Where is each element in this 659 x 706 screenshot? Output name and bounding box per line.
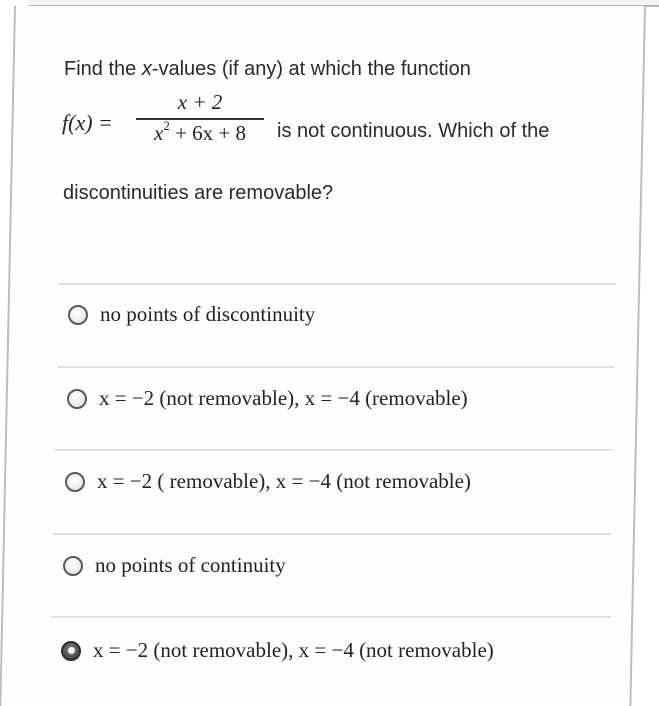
option-label: x = −2 ( removable), x = −4 (not removable) xyxy=(97,469,471,493)
radio-unchecked-icon[interactable] xyxy=(67,389,87,409)
divider xyxy=(55,449,613,451)
radio-checked-icon[interactable] xyxy=(61,641,81,661)
question-variable: x xyxy=(141,58,152,80)
divider xyxy=(57,366,615,368)
divider xyxy=(53,533,611,535)
option-minus2-removable-minus4-not-removable[interactable] xyxy=(65,469,471,494)
divider xyxy=(58,283,616,285)
question-line-2: is not continuous. Which of the xyxy=(277,120,550,142)
question-prefix: Find the xyxy=(64,58,142,80)
radio-unchecked-icon[interactable] xyxy=(68,305,88,325)
option-both-not-removable[interactable] xyxy=(61,638,494,663)
question-line-3: discontinuities are removable? xyxy=(63,182,334,204)
denominator-x: x xyxy=(153,121,164,145)
function-lhs: f(x) = xyxy=(62,110,113,135)
option-label: x = −2 (not removable), x = −4 (removable) xyxy=(99,386,468,410)
radio-unchecked-icon[interactable] xyxy=(65,472,85,492)
option-label: x = −2 (not removable), x = −4 (not removable) xyxy=(93,638,494,662)
radio-unchecked-icon[interactable] xyxy=(63,556,83,576)
option-minus2-not-removable-minus4-removable[interactable] xyxy=(67,386,468,411)
denominator-rest: + 6x + 8 xyxy=(169,121,246,145)
option-label: no points of discontinuity xyxy=(100,302,316,326)
option-label: no points of continuity xyxy=(95,553,286,577)
divider xyxy=(51,616,611,618)
question-suffix: -values (if any) at which the function xyxy=(151,58,471,80)
denominator-exponent: 2 xyxy=(163,118,170,133)
option-no-discontinuity[interactable] xyxy=(68,302,315,327)
numerator: x + 2 xyxy=(177,90,223,114)
option-no-continuity[interactable] xyxy=(63,553,286,578)
